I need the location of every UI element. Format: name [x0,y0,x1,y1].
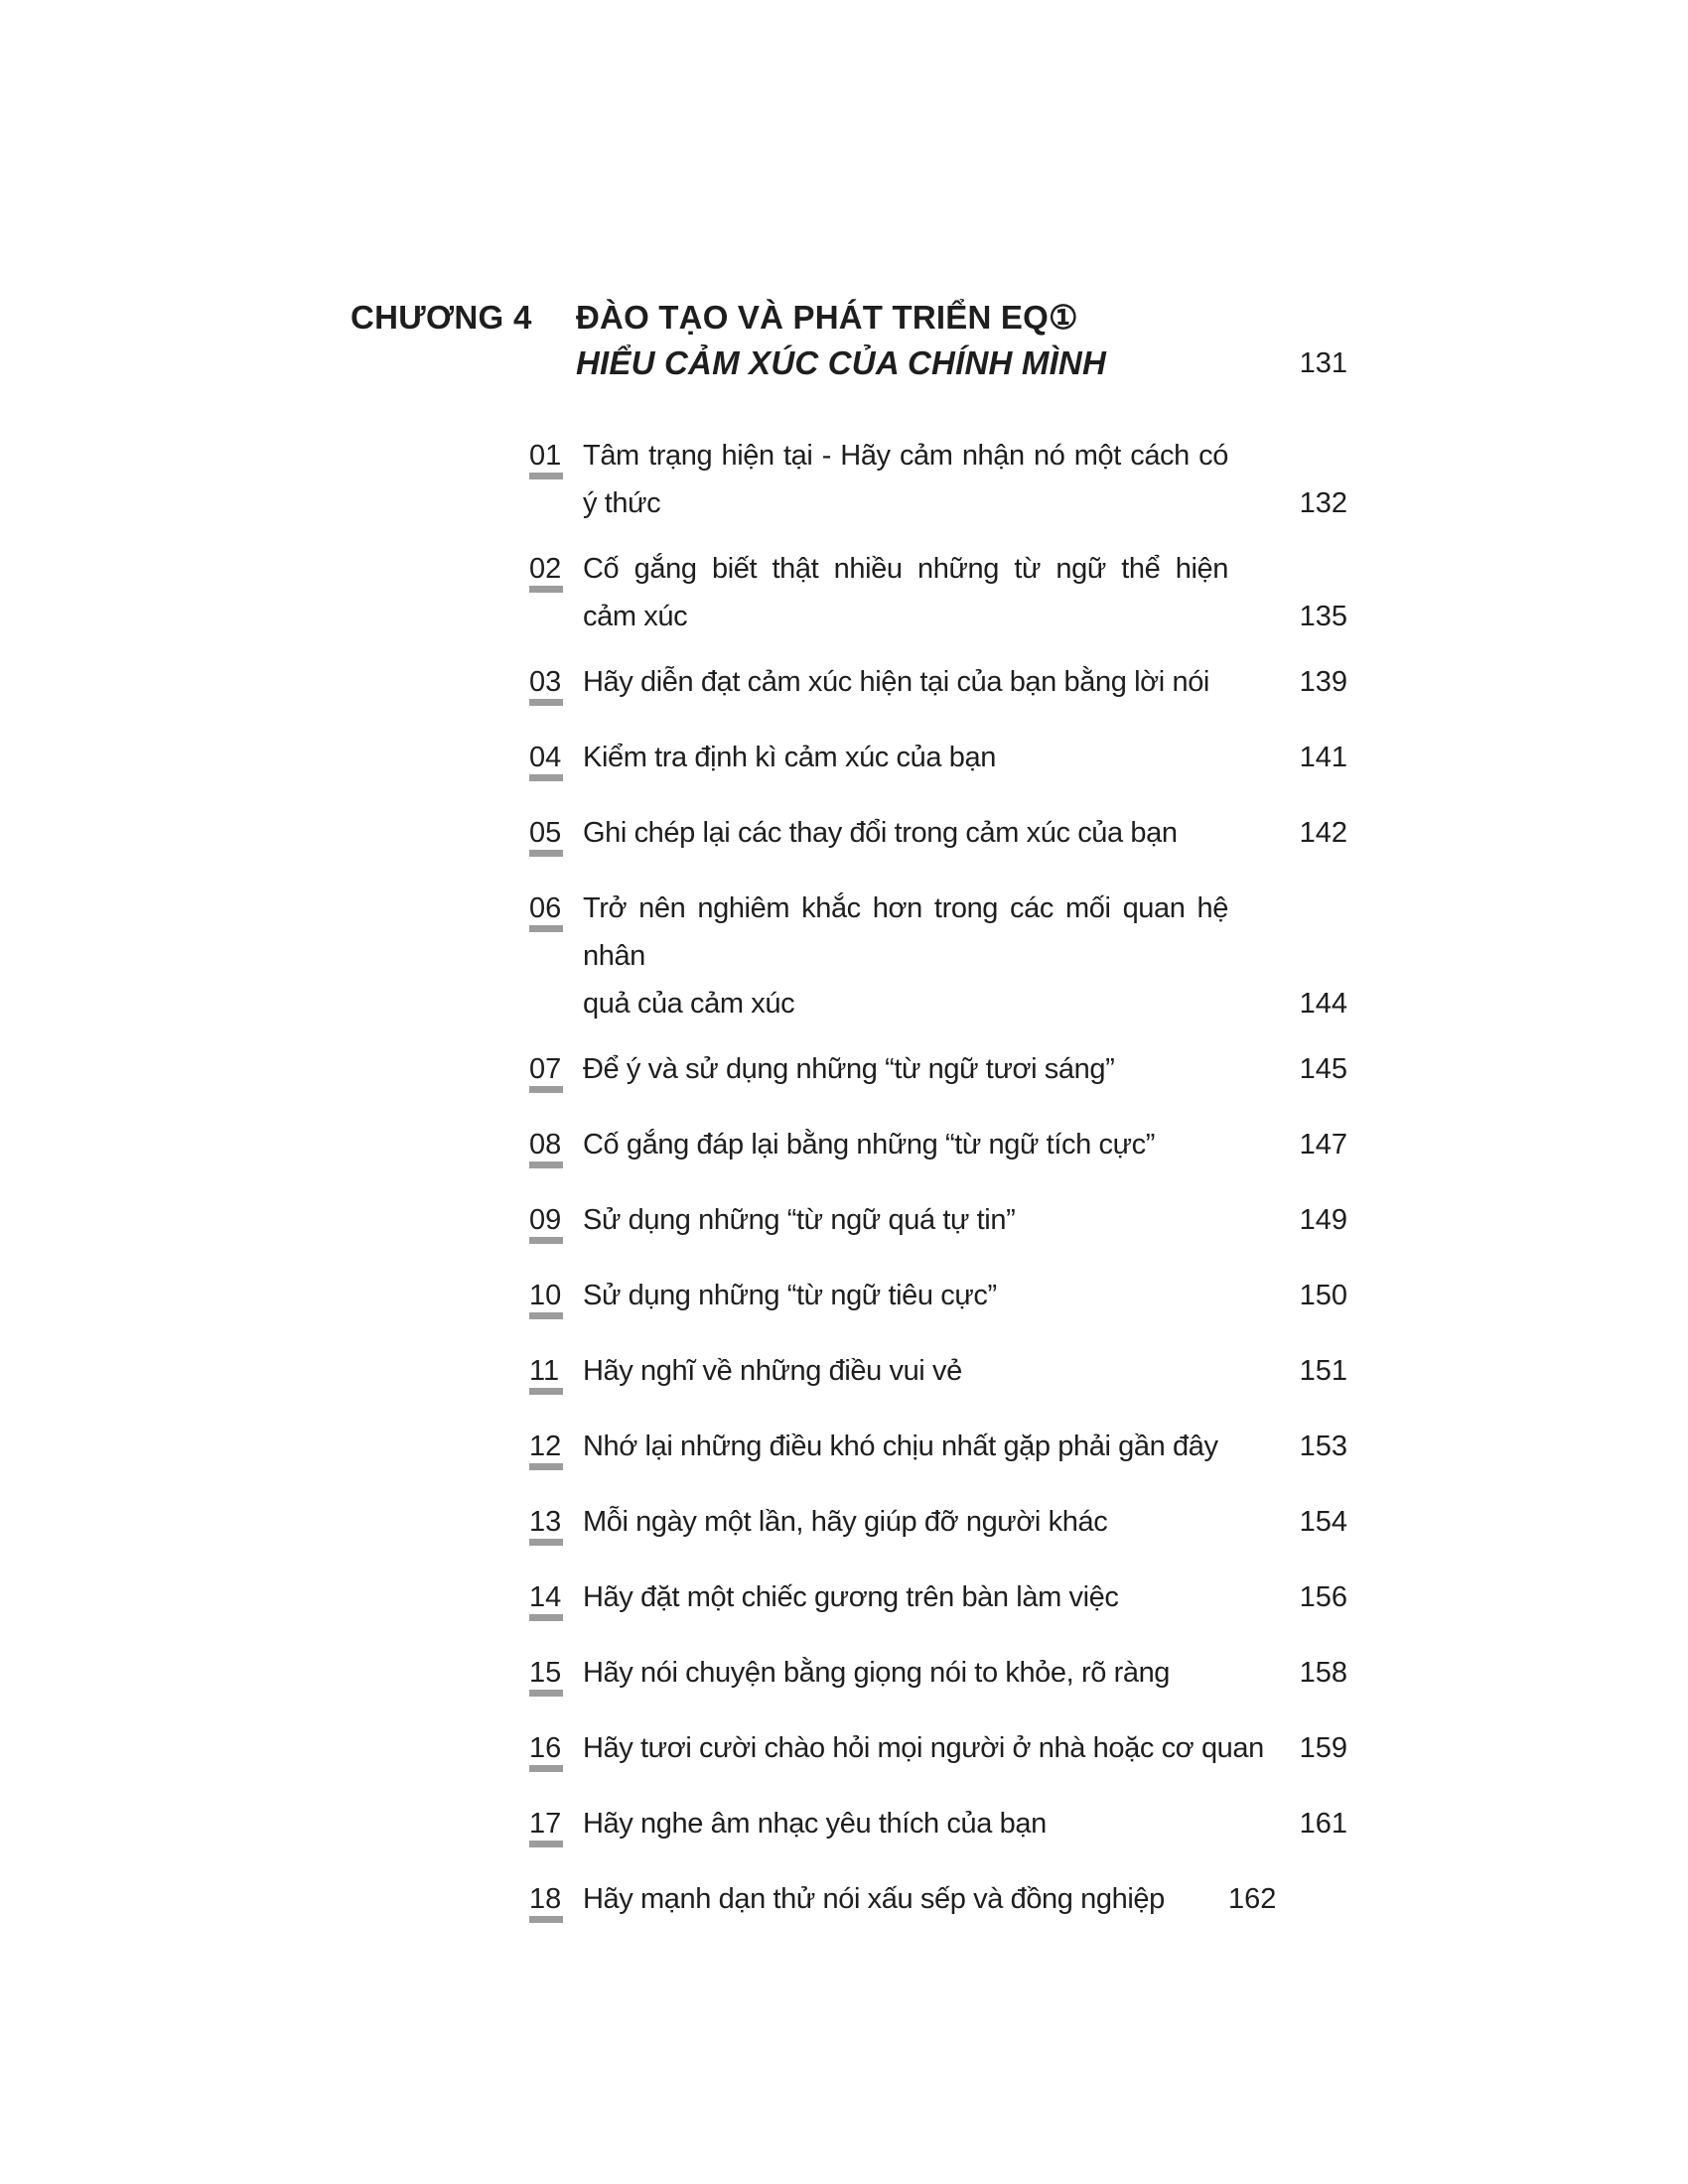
item-number: 10 [529,1280,562,1311]
item-number: 02 [529,553,562,585]
item-page-number: 145 [1299,1053,1347,1085]
item-page-number: 132 [1299,487,1347,519]
item-number: 01 [529,440,562,472]
item-title [583,545,1228,640]
item-number-block [529,809,583,857]
item-number-block [529,1875,583,1923]
item-title [583,1423,1228,1470]
item-number: 03 [529,666,562,698]
item-page-number: 158 [1299,1657,1347,1689]
toc-item [351,1498,1347,1546]
chapter-title-line1: ĐÀO TẠO VÀ PHÁT TRIỂN EQ① [576,299,1078,336]
item-page-number: 149 [1299,1204,1347,1236]
item-number-block [529,1800,583,1847]
item-title [583,1045,1228,1093]
item-title-line: Hãy diễn đạt cảm xúc hiện tại của bạn bằng lời nói [583,666,1209,698]
item-page-number: 150 [1299,1280,1347,1311]
item-page-number: 141 [1299,742,1347,773]
item-number: 12 [529,1431,562,1462]
item-title [583,734,1228,781]
item-page-number: 144 [1299,988,1347,1020]
item-title [583,1800,1228,1847]
item-title [583,1875,1228,1923]
chapter-header [351,295,1347,386]
item-title [583,885,1228,1027]
toc-item [351,1423,1347,1470]
item-number-block [529,1573,583,1621]
item-title-line: Ghi chép lại các thay đổi trong cảm xúc của bạn [583,817,1178,849]
item-title-line: Trở nên nghiêm khắc hơn trong các mối quan hệ nhân [583,892,1228,972]
item-title-line: Hãy nghĩ về những điều vui vẻ [583,1355,962,1387]
toc-item [351,1272,1347,1319]
item-number-block [529,658,583,706]
item-title [583,1498,1228,1546]
item-title-line: quả của cảm xúc [583,988,795,1020]
toc-item [351,734,1347,781]
toc-item [351,1121,1347,1168]
toc-item [351,545,1347,640]
item-title-line: Cố gắng đáp lại bằng những “từ ngữ tích cực” [583,1129,1155,1160]
item-number-block [529,1347,583,1395]
item-page-number: 151 [1299,1355,1347,1387]
item-number: 17 [529,1808,562,1840]
item-title-line: Hãy nghe âm nhạc yêu thích của bạn [583,1808,1047,1840]
toc-item [351,809,1347,857]
item-number-block [529,1649,583,1697]
item-number-block [529,545,583,593]
item-title [583,1724,1264,1772]
chapter-page-number: 131 [1299,347,1347,379]
item-title-line: cảm xúc [583,601,688,632]
item-title [583,1573,1228,1621]
item-title [583,658,1228,706]
item-number: 11 [529,1355,560,1387]
item-number-block [529,1272,583,1319]
toc-item [351,1800,1347,1847]
item-number-block [529,1196,583,1244]
item-title [583,809,1228,857]
toc-item [351,1045,1347,1093]
item-page-number: 139 [1299,666,1347,698]
item-title [583,432,1228,527]
item-title [583,1347,1228,1395]
item-number-block [529,1121,583,1168]
item-number: 14 [529,1581,562,1613]
item-number: 07 [529,1053,562,1085]
item-title-line: Hãy nói chuyện bằng giọng nói to khỏe, rõ ràng [583,1657,1171,1689]
item-page-number: 159 [1299,1732,1347,1764]
item-title [583,1121,1228,1168]
item-number: 13 [529,1506,562,1538]
item-page-number: 154 [1299,1506,1347,1538]
item-page-number: 156 [1299,1581,1347,1613]
item-title-line: Kiểm tra định kì cảm xúc của bạn [583,742,996,773]
item-number-block [529,885,583,932]
item-page-number: 135 [1299,601,1347,632]
chapter-title-line2: HIỂU CẢM XÚC CỦA CHÍNH MÌNH [576,344,1106,381]
toc-item [351,1573,1347,1621]
item-title [583,1272,1228,1319]
item-number: 18 [529,1883,562,1915]
item-title-line: Tâm trạng hiện tại - Hãy cảm nhận nó một cách có [583,440,1228,472]
item-title-line: Sử dụng những “từ ngữ tiêu cực” [583,1280,997,1311]
item-title-line: Cố gắng biết thật nhiều những từ ngữ thể hiện [583,553,1228,585]
item-number-block [529,1724,583,1772]
item-page-number: 153 [1299,1431,1347,1462]
item-title-line: Hãy mạnh dạn thử nói xấu sếp và đồng nghiệp [583,1883,1165,1915]
item-number-block [529,1498,583,1546]
item-title-line: ý thức [583,487,661,519]
item-title [583,1649,1228,1697]
item-title-line: Để ý và sử dụng những “từ ngữ tươi sáng” [583,1053,1115,1085]
toc-item [351,432,1347,527]
chapter-title-block [576,295,1300,386]
item-title-line: Nhớ lại những điều khó chịu nhất gặp phải gần đây [583,1431,1218,1462]
item-page-number: 142 [1299,817,1347,849]
item-title-line: Mỗi ngày một lần, hãy giúp đỡ người khác [583,1506,1108,1538]
item-number: 16 [529,1732,562,1764]
item-title-line: Hãy đặt một chiếc gương trên bàn làm việc [583,1581,1119,1613]
toc-item [351,658,1347,706]
toc-item [351,1875,1347,1923]
toc-item [351,1347,1347,1395]
item-page-number: 161 [1299,1808,1347,1840]
item-number: 15 [529,1657,562,1689]
item-page-number: 162 [1228,1883,1277,1915]
toc-item [351,885,1347,1027]
item-number: 06 [529,892,562,924]
item-number-block [529,1423,583,1470]
toc-page [351,295,1347,1951]
item-page-number: 147 [1299,1129,1347,1160]
toc-item [351,1196,1347,1244]
item-title-line: Hãy tươi cười chào hỏi mọi người ở nhà hoặc cơ quan [583,1732,1264,1764]
item-title-line: Sử dụng những “từ ngữ quá tự tin” [583,1204,1016,1236]
item-number: 05 [529,817,562,849]
item-number-block [529,734,583,781]
item-number-block [529,432,583,479]
item-number: 08 [529,1129,562,1160]
toc-list [351,432,1347,1923]
toc-item [351,1724,1347,1772]
item-number-block [529,1045,583,1093]
toc-item [351,1649,1347,1697]
item-title [583,1196,1228,1244]
item-number: 09 [529,1204,562,1236]
item-number: 04 [529,742,562,773]
chapter-label: CHƯƠNG 4 [351,299,532,336]
